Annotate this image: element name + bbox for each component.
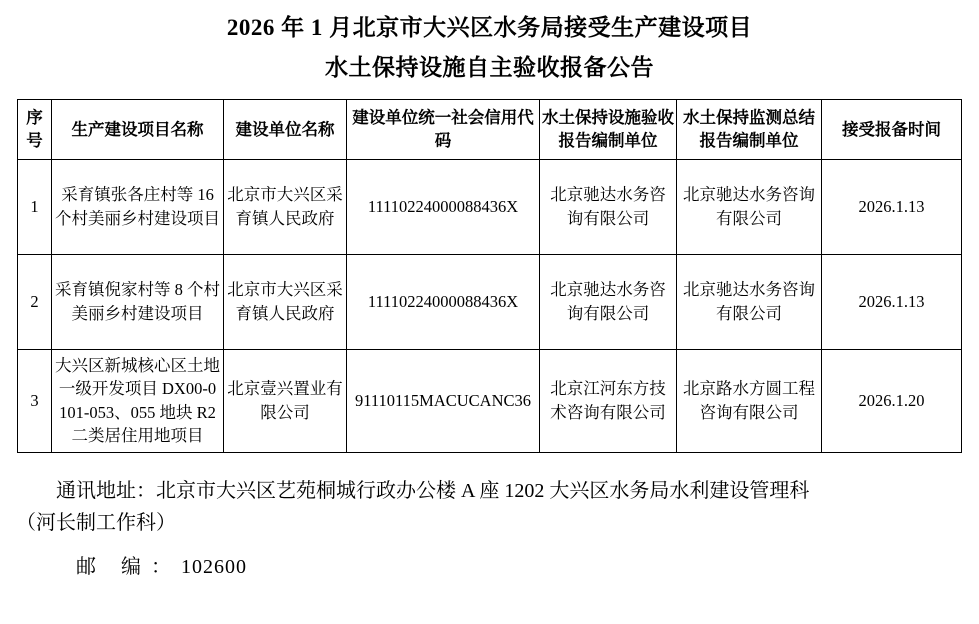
cell-credit-code: 11110224000088436X — [347, 159, 540, 254]
cell-acceptance-report-unit: 北京江河东方技术咨询有限公司 — [540, 349, 677, 452]
page-title-line2: 水土保持设施自主验收报备公告 — [325, 55, 654, 80]
cell-index: 1 — [18, 159, 52, 254]
column-header-monitoring-report-unit: 水土保持监测总结报告编制单位 — [677, 100, 822, 160]
cell-index: 3 — [18, 349, 52, 452]
cell-filing-date: 2026.1.13 — [822, 159, 962, 254]
cell-construction-unit: 北京市大兴区采育镇人民政府 — [224, 159, 347, 254]
footer-block — [0, 475, 979, 584]
table-header-row — [18, 100, 962, 160]
cell-project-name: 大兴区新城核心区土地一级开发项目 DX00-0101-053、055 地块 R2 二类居住用地项目 — [52, 349, 224, 452]
column-header-project-name: 生产建设项目名称 — [52, 100, 224, 160]
postal-code-label: 邮 编： — [76, 556, 181, 579]
column-header-acceptance-report-unit: 水土保持设施验收报告编制单位 — [540, 100, 677, 160]
cell-monitoring-report-unit: 北京驰达水务咨询有限公司 — [677, 159, 822, 254]
cell-monitoring-report-unit: 北京驰达水务咨询有限公司 — [677, 254, 822, 349]
table-header — [18, 100, 962, 160]
table-row — [18, 254, 962, 349]
contact-address-line2: （河长制工作科） — [16, 511, 176, 534]
page-title — [0, 0, 979, 88]
filing-table — [17, 99, 962, 453]
cell-construction-unit: 北京壹兴置业有限公司 — [224, 349, 347, 452]
cell-index: 2 — [18, 254, 52, 349]
column-header-credit-code: 建设单位统一社会信用代码 — [347, 100, 540, 160]
postal-code-value: 102600 — [181, 556, 247, 579]
cell-monitoring-report-unit: 北京路水方圆工程咨询有限公司 — [677, 349, 822, 452]
page-title-line1: 2026 年 1 月北京市大兴区水务局接受生产建设项目 — [226, 15, 753, 40]
postal-code-line — [16, 551, 963, 583]
table-body — [18, 159, 962, 452]
cell-filing-date: 2026.1.20 — [822, 349, 962, 452]
column-header-construction-unit: 建设单位名称 — [224, 100, 347, 160]
cell-acceptance-report-unit: 北京驰达水务咨询有限公司 — [540, 254, 677, 349]
cell-filing-date: 2026.1.13 — [822, 254, 962, 349]
cell-project-name: 采育镇倪家村等 8 个村美丽乡村建设项目 — [52, 254, 224, 349]
column-header-index: 序号 — [18, 100, 52, 160]
cell-credit-code: 11110224000088436X — [347, 254, 540, 349]
contact-address-line1: 通讯地址：北京市大兴区艺苑桐城行政办公楼 A 座 1202 大兴区水务局水利建设管理科 — [56, 479, 810, 502]
table-row — [18, 159, 962, 254]
cell-construction-unit: 北京市大兴区采育镇人民政府 — [224, 254, 347, 349]
cell-project-name: 采育镇张各庄村等 16 个村美丽乡村建设项目 — [52, 159, 224, 254]
cell-acceptance-report-unit: 北京驰达水务咨询有限公司 — [540, 159, 677, 254]
table-row — [18, 349, 962, 452]
column-header-filing-date: 接受报备时间 — [822, 100, 962, 160]
cell-credit-code: 91110115MACUCANC36 — [347, 349, 540, 452]
